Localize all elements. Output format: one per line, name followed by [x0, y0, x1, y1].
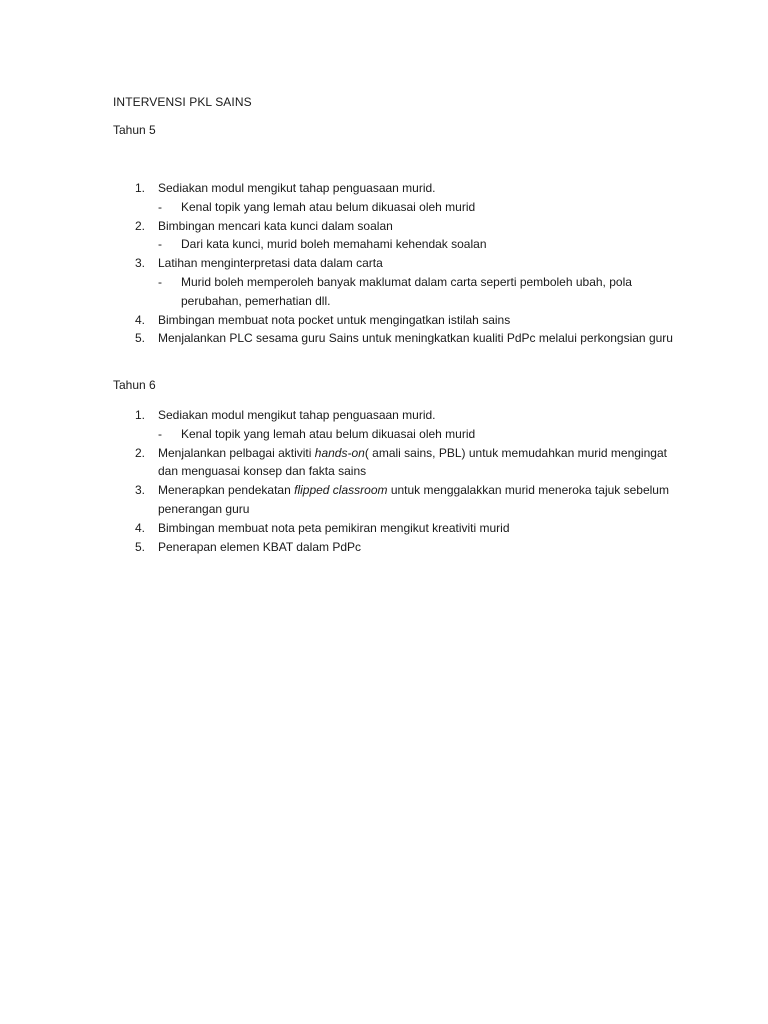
list-number: 4. [135, 520, 146, 535]
list-number: 3. [135, 256, 146, 271]
list-item [113, 444, 673, 482]
list-item-text: Menjalankan PLC sesama guru Sains untuk meningkatkan kualiti PdPc melalui perkongsian guru [158, 331, 673, 346]
list-item-text: Latihan menginterpretasi data dalam carta [158, 256, 383, 271]
dash-bullet: - [158, 199, 162, 214]
italic-term: hands-on [314, 445, 365, 460]
list-item-text: Bimbingan mencari kata kunci dalam soalan [158, 218, 393, 233]
sub-point [113, 235, 673, 254]
list-number: 3. [135, 483, 146, 498]
list-number: 1. [135, 181, 146, 195]
list-subitem [113, 235, 673, 254]
dash-bullet: - [158, 274, 162, 289]
list-item-text [158, 483, 669, 516]
sub-point [113, 273, 673, 311]
sub-point-text: Dari kata kunci, murid boleh memahami kehendak soalan [181, 237, 487, 252]
document-title: INTERVENSI PKL SAINS [113, 95, 252, 109]
list-number: 4. [135, 312, 146, 327]
list-number: 2. [135, 445, 146, 460]
tahun-5-list [113, 179, 673, 348]
list-item-text: Bimbingan membuat nota peta pemikiran mengikut kreativiti murid [158, 520, 510, 535]
list-item-text: Sediakan modul mengikut tahap penguasaan murid. [158, 408, 436, 422]
dash-bullet: - [158, 237, 162, 252]
sub-point-text: Kenal topik yang lemah atau belum dikuasai oleh murid [181, 199, 476, 214]
list-item [113, 406, 673, 425]
text-part: untuk menggalakkan murid meneroka tajuk sebelum penerangan guru [158, 483, 669, 516]
list-item [113, 217, 673, 236]
italic-term: flipped classroom [294, 483, 388, 498]
list-item-text: Sediakan modul mengikut tahap penguasaan murid. [158, 181, 436, 195]
list-number: 5. [135, 331, 146, 346]
list-subitem [113, 425, 673, 444]
text-part: ( amali sains, PBL) untuk memudahkan murid mengingat dan menguasai konsep dan fakta sains [158, 445, 667, 479]
dash-bullet: - [158, 426, 162, 441]
text-part: Menerapkan pendekatan [158, 483, 295, 498]
section-heading-tahun-5: Tahun 5 [113, 123, 156, 137]
list-number: 1. [135, 408, 146, 422]
section-heading-tahun-6: Tahun 6 [113, 378, 156, 392]
sub-point [113, 198, 673, 217]
list-number: 5. [135, 539, 146, 554]
sub-point-text: Murid boleh memperoleh banyak maklumat dalam carta seperti pemboleh ubah, pola perubahan, pemerhatian dll. [181, 274, 632, 308]
sub-point [113, 425, 673, 444]
sub-point-text: Kenal topik yang lemah atau belum dikuasai oleh murid [181, 426, 476, 441]
list-item [113, 519, 673, 538]
list-item [113, 481, 673, 519]
list-item-text: Bimbingan membuat nota pocket untuk mengingatkan istilah sains [158, 312, 511, 327]
list-item [113, 311, 673, 330]
list-item [113, 254, 673, 273]
text-part: Menjalankan pelbagai aktiviti [158, 445, 315, 460]
list-subitem [113, 198, 673, 217]
list-item-text [158, 446, 667, 479]
list-item-text: Penerapan elemen KBAT dalam PdPc [158, 539, 362, 554]
list-number: 2. [135, 218, 146, 233]
list-item [113, 538, 673, 557]
list-item [113, 329, 673, 348]
list-subitem [113, 273, 673, 311]
tahun-6-list [113, 406, 673, 556]
list-item [113, 179, 673, 198]
